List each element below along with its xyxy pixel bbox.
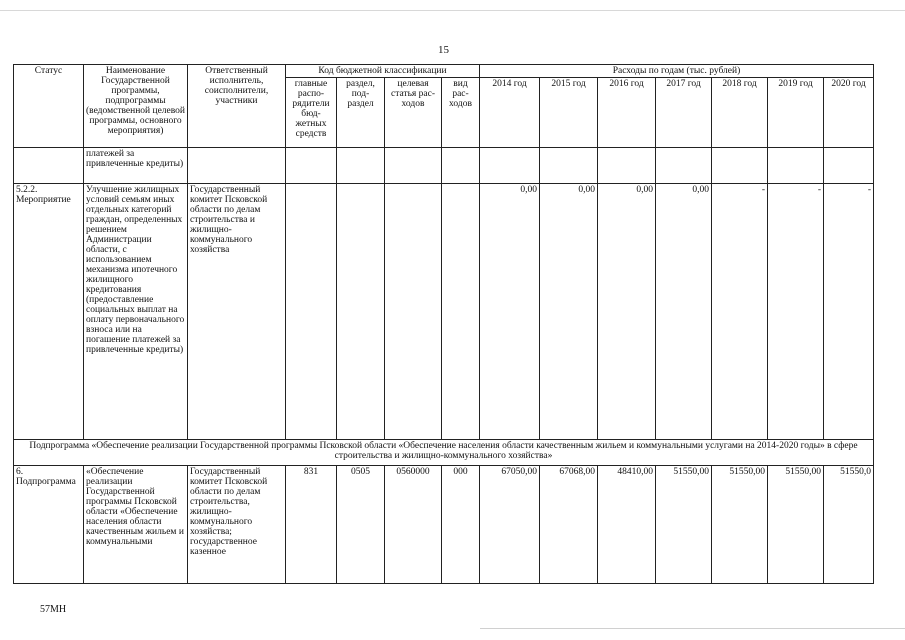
cell-code: 831 (286, 466, 337, 584)
header-year-2015: 2015 год (540, 78, 598, 148)
cell-value: - (712, 184, 768, 440)
header-expenses: Расходы по годам (тыс. рублей) (480, 65, 874, 78)
cell-status (14, 148, 84, 184)
header-year-2018: 2018 год (712, 78, 768, 148)
cell-code: 0505 (337, 466, 385, 584)
cell-name: Улучшение жилищных условий семьям иных отдельных категорий граждан, определенных решением Администрации области, с использованием механизма ипотечного жилищного кредитования (предоставление социальных выплат на оплату первоначального взноса или на погашение платежей за привлеченные кредиты) (84, 184, 188, 440)
header-status: Статус (14, 65, 84, 148)
cell-value (480, 148, 540, 184)
cell-status: 5.2.2. Мероприятие (14, 184, 84, 440)
cell-value (540, 148, 598, 184)
cell-code (442, 148, 480, 184)
cell-value: 51550,00 (656, 466, 712, 584)
scan-edge-top (0, 10, 905, 11)
table-row (14, 184, 874, 440)
cell-value (712, 148, 768, 184)
cell-value (768, 148, 824, 184)
table-row (14, 466, 874, 584)
page-number: 15 (438, 44, 449, 56)
cell-value (824, 148, 874, 184)
cell-value: 67068,00 (540, 466, 598, 584)
cell-value (598, 148, 656, 184)
cell-code (337, 148, 385, 184)
cell-executor (188, 148, 286, 184)
header-executor: Ответственный исполнитель, соисполнители, участники (188, 65, 286, 148)
cell-code (385, 148, 442, 184)
cell-executor: Государственный комитет Псковской области по делам строительства, жилищно-коммунального хозяйства; государственное казенное (188, 466, 286, 584)
header-code-type: вид рас-ходов (442, 78, 480, 148)
cell-value: 67050,00 (480, 466, 540, 584)
cell-value: - (768, 184, 824, 440)
cell-value: 51550,0 (824, 466, 874, 584)
cell-value (656, 148, 712, 184)
cell-value: 0,00 (480, 184, 540, 440)
budget-table (13, 64, 874, 584)
header-year-2016: 2016 год (598, 78, 656, 148)
cell-value: - (824, 184, 874, 440)
cell-code (286, 148, 337, 184)
cell-executor: Государственный комитет Псковской области по делам строительства и жилищно-коммунального хозяйства (188, 184, 286, 440)
subprogram-band: Подпрограмма «Обеспечение реализации Государственной программы Псковской области «Обеспечение населения области качественным жильем и коммунальными услугами на 2014-2020 годы» в сфере строительства и жилищно-коммунального хозяйства» (14, 440, 874, 466)
cell-value: 0,00 (656, 184, 712, 440)
cell-code: 0560000 (385, 466, 442, 584)
cell-status: 6. Подпрограмма (14, 466, 84, 584)
header-code-section: раздел, под-раздел (337, 78, 385, 148)
cell-code (442, 184, 480, 440)
cell-value: 0,00 (598, 184, 656, 440)
cell-value: 0,00 (540, 184, 598, 440)
cell-code: 000 (442, 466, 480, 584)
table-row (14, 148, 874, 184)
header-name: Наименование Государственной программы, подпрограммы (ведомственной целевой программы, основного мероприятия) (84, 65, 188, 148)
cell-name: «Обеспечение реализации Государственной программы Псковской области «Обеспечение населения области качественным жильем и коммунальными (84, 466, 188, 584)
cell-value: 48410,00 (598, 466, 656, 584)
cell-value: 51550,00 (768, 466, 824, 584)
scan-edge-bottom (480, 628, 905, 629)
cell-name: платежей за привлеченные кредиты) (84, 148, 188, 184)
header-budget-code: Код бюджетной классификации (286, 65, 480, 78)
cell-value: 51550,00 (712, 466, 768, 584)
header-year-2014: 2014 год (480, 78, 540, 148)
header-year-2017: 2017 год (656, 78, 712, 148)
footer-code: 57МН (40, 604, 67, 615)
cell-code (385, 184, 442, 440)
cell-code (286, 184, 337, 440)
header-code-target: целевая статья рас-ходов (385, 78, 442, 148)
header-year-2020: 2020 год (824, 78, 874, 148)
header-code-gr: главные распо-рядители бюд-жетных средств (286, 78, 337, 148)
header-year-2019: 2019 год (768, 78, 824, 148)
cell-code (337, 184, 385, 440)
